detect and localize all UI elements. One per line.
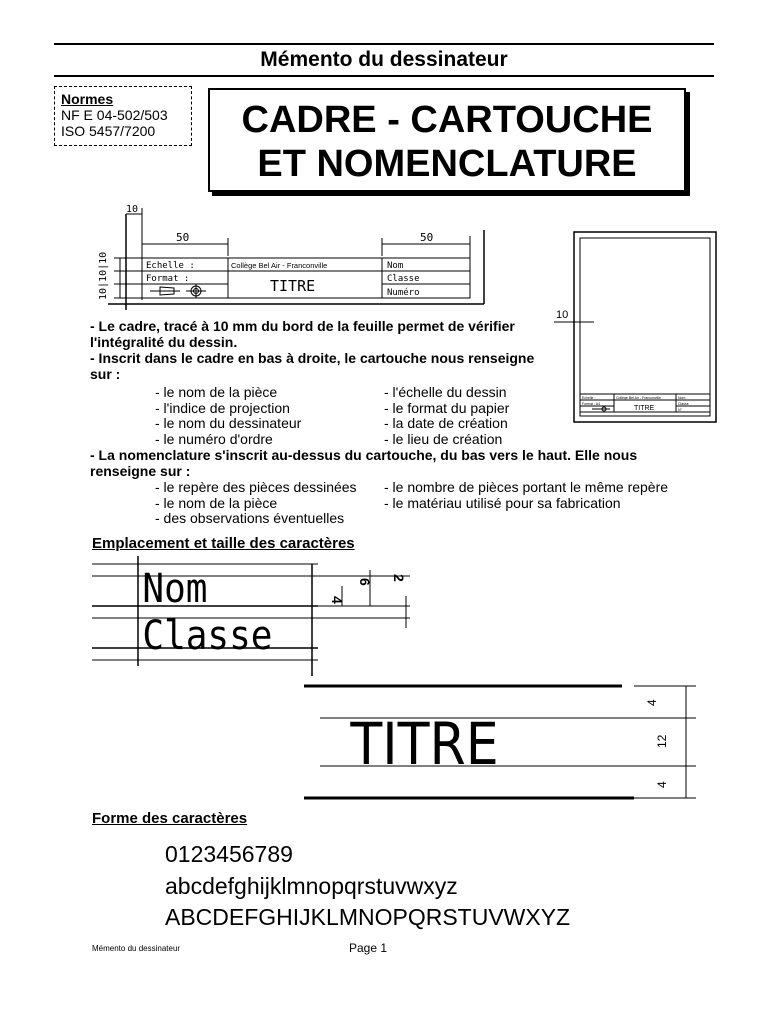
page-header-title: Mémento du dessinateur bbox=[260, 48, 508, 71]
cartouche-dim-side: 10|10|10 bbox=[98, 251, 109, 300]
sample-digits: 0123456789 bbox=[165, 841, 293, 867]
list-item: - le nom du dessinateur bbox=[155, 415, 302, 431]
cartouche-dim-right: 50 bbox=[420, 231, 434, 244]
list-item: - le format du papier bbox=[384, 399, 510, 416]
list-item: - le nom de la pièce bbox=[155, 384, 278, 400]
titre-size-diagram bbox=[300, 680, 700, 805]
sample-classe: Classe bbox=[142, 612, 273, 659]
dim-a: 4 bbox=[329, 596, 345, 604]
cartouche-dim-top: 10 bbox=[126, 204, 139, 215]
dim-e: 12 bbox=[655, 734, 669, 748]
cartouche-dim-left: 50 bbox=[176, 231, 190, 244]
list-item: - le repère des pièces dessinées bbox=[155, 479, 357, 495]
sample-titre: TITRE bbox=[350, 711, 499, 779]
cartouche-numero: Numéro bbox=[387, 288, 420, 298]
list-nomenclature-left bbox=[155, 480, 357, 527]
list-item: - des observations éventuelles bbox=[155, 510, 345, 526]
list-item: - le matériau utilisé pour sa fabrication bbox=[384, 494, 621, 511]
cartouche-diagram bbox=[90, 200, 500, 310]
list-item: - l'échelle du dessin bbox=[384, 384, 507, 400]
dim-c: 2 bbox=[391, 574, 407, 582]
list-cartouche-left bbox=[155, 385, 301, 447]
footer-left: Mémento du dessinateur bbox=[92, 944, 181, 953]
sample-nom: Nom bbox=[142, 565, 208, 612]
list-item: - l'indice de projection bbox=[155, 399, 290, 416]
header-rule-top bbox=[54, 43, 714, 45]
sheet-titre: TITRE bbox=[634, 405, 655, 412]
text-size-diagram bbox=[92, 556, 422, 680]
cartouche-college: Collège Bel Air - Franconville bbox=[231, 261, 328, 270]
sample-uppercase: ABCDEFGHIJKLMNOPQRSTUVWXYZ bbox=[165, 904, 571, 930]
list-item: - le nombre de pièces portant le même repère bbox=[384, 479, 669, 495]
normes-box bbox=[54, 86, 192, 146]
header-rule-bottom bbox=[54, 75, 714, 77]
section-title-forme: Forme des caractères bbox=[92, 810, 248, 827]
dim-d: 4 bbox=[645, 699, 659, 706]
normes-line1: NF E 04-502/503 bbox=[61, 107, 168, 123]
list-item: - le nom de la pièce bbox=[155, 494, 278, 511]
list-item: - le numéro d'ordre bbox=[155, 430, 273, 447]
paragraph-nomenclature: - La nomenclature s'inscrit au-dessus du cartouche, du bas vers le haut. Elle nous renseigne sur : bbox=[90, 447, 638, 479]
normes-line2: ISO 5457/7200 bbox=[61, 123, 156, 139]
cartouche-format: Format : bbox=[146, 274, 190, 284]
sheet-numero: N° bbox=[678, 408, 682, 412]
sheet-dim: 10 bbox=[556, 309, 569, 321]
main-title-box bbox=[208, 88, 686, 192]
sample-lowercase: abcdefghijklmnopqrstuvwxyz bbox=[165, 873, 458, 899]
paragraph-cadre: - Le cadre, tracé à 10 mm du bord de la feuille permet de vérifier l'intégralité du dessin. bbox=[90, 318, 515, 350]
main-title-line2: ET NOMENCLATURE bbox=[257, 143, 637, 185]
list-cartouche-right bbox=[384, 385, 509, 447]
main-title-line1: CADRE - CARTOUCHE bbox=[241, 99, 653, 141]
dim-f: 4 bbox=[655, 781, 669, 788]
list-item: - la date de création bbox=[384, 415, 508, 431]
sheet-nom: Nom bbox=[678, 396, 686, 400]
cartouche-classe: Classe bbox=[387, 274, 420, 284]
cartouche-titre: TITRE bbox=[270, 277, 316, 295]
dim-b: 6 bbox=[357, 578, 373, 586]
cartouche-echelle: Echelle : bbox=[146, 261, 195, 271]
sheet-classe: Classe bbox=[678, 402, 689, 406]
cartouche-nom: Nom bbox=[387, 261, 404, 271]
normes-title: Normes bbox=[61, 91, 114, 107]
paragraph-cartouche: - Inscrit dans le cadre en bas à droite, le cartouche nous renseigne sur : bbox=[90, 350, 535, 382]
footer-page-number: Page 1 bbox=[349, 941, 388, 955]
list-item: - le lieu de création bbox=[384, 430, 503, 447]
sheet-echelle: Echelle : bbox=[582, 396, 596, 400]
sheet-diagram bbox=[554, 228, 724, 428]
sheet-college: Collège Bel Air - Franconville bbox=[616, 396, 661, 400]
sheet-format: Format : A4 bbox=[582, 402, 601, 406]
section-title-emplacement: Emplacement et taille des caractères bbox=[92, 535, 355, 552]
list-nomenclature-right bbox=[384, 480, 668, 511]
